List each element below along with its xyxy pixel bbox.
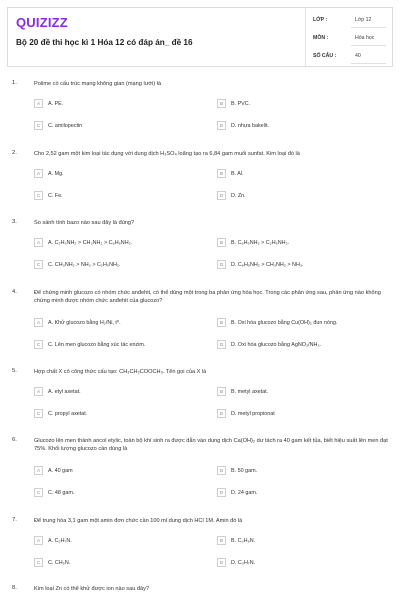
meta-label: LỚP : <box>313 17 328 23</box>
option-key-box: A <box>34 99 43 108</box>
option-label: C. Lên men glucozo bằng xúc tác enzim. <box>48 341 146 348</box>
answer-option-a[interactable] <box>34 238 194 247</box>
option-label: A. Mg. <box>48 170 64 177</box>
answer-option-d[interactable] <box>217 260 377 269</box>
option-label: D. C₃H₇N. <box>231 559 256 566</box>
answer-option-b[interactable] <box>217 318 377 327</box>
answer-option-a[interactable] <box>34 466 194 475</box>
option-label: C. CH₃NH₂ > NH₃ > C₂H₅NH₂. <box>48 261 121 268</box>
meta-subject <box>306 30 392 46</box>
option-key-box: C <box>34 488 43 497</box>
option-label: B. metyl axetat. <box>231 388 269 395</box>
option-label: C. CH₅N. <box>48 559 71 566</box>
meta-value: 40 <box>355 53 361 59</box>
question-text: Kim loại Zn có thể khử được ion nào sau đây? <box>34 586 150 592</box>
option-key-box: B <box>217 169 226 178</box>
answer-option-b[interactable] <box>217 99 377 108</box>
option-label: A. etyl axetat. <box>48 388 81 395</box>
question-text: Polime có cấu trúc mạng không gian (mạng lưới) là <box>34 81 162 87</box>
option-label: B. Oxi hóa glucozo bằng Cu(OH)₂ đun nóng. <box>231 319 338 326</box>
option-key-box: C <box>34 409 43 418</box>
option-label: D. Oxi hóa glucozo bằng AgNO₃/NH₃. <box>231 341 322 348</box>
option-key-box: C <box>34 340 43 349</box>
answer-option-c[interactable] <box>34 121 194 130</box>
divider <box>351 63 386 64</box>
option-key-box: A <box>34 466 43 475</box>
option-key-box: D <box>217 121 226 130</box>
option-label: B. PVC. <box>231 100 251 107</box>
question-number: 7. <box>12 517 17 523</box>
meta-value: Hóa học <box>355 35 375 41</box>
option-key-box: B <box>217 536 226 545</box>
question-text: Hợp chất X có công thức cấu tạo: CH₃CH₂COOCH₃. Tên gọi của X là <box>34 369 207 375</box>
option-label: C. 48 gam. <box>48 489 75 496</box>
answer-option-c[interactable] <box>34 191 194 200</box>
option-key-box: A <box>34 387 43 396</box>
divider <box>351 45 386 46</box>
meta-count <box>306 48 392 64</box>
header <box>7 7 393 67</box>
answer-option-a[interactable] <box>34 99 194 108</box>
option-label: D. 24 gam. <box>231 489 258 496</box>
meta-value: Lớp 12 <box>355 17 372 23</box>
answer-option-c[interactable] <box>34 488 194 497</box>
option-label: B. C₆H₅NH₂ > C₂H₅NH₂. <box>231 239 290 246</box>
option-label: A. C₂H₇N. <box>48 537 72 544</box>
option-key-box: D <box>217 409 226 418</box>
question-number: 5. <box>12 368 17 374</box>
question-text: Để chứng minh glucozo có nhóm chức anđehit, có thể dùng một trong ba phản ứng hóa học. Trong các phản ứng sau, phản ứng nào không chứng minh được nhóm chức anđehit của glucozo? <box>34 290 381 304</box>
question-number: 6. <box>12 437 17 443</box>
divider <box>351 27 386 28</box>
option-label: D. metyl propionat <box>231 410 275 417</box>
document-title: Bộ 20 đề thi học kì 1 Hóa 12 có đáp án_ đề 16 <box>16 38 193 47</box>
quizizz-logo: QUIZIZZ <box>16 15 68 30</box>
option-key-box: C <box>34 558 43 567</box>
answer-option-c[interactable] <box>34 260 194 269</box>
question-number: 3. <box>12 219 17 225</box>
answer-option-c[interactable] <box>34 409 194 418</box>
question-text: Cho 2,52 gam một kim loại tác dụng với dung dịch H₂SO₄ loãng tạo ra 6,84 gam muối sunfat. Kim loại đó là <box>34 151 300 157</box>
answer-option-a[interactable] <box>34 169 194 178</box>
option-label: C. amilopectin <box>48 122 83 129</box>
option-label: A. Khử glucozo bằng H₂/Ni, t⁰. <box>48 319 121 326</box>
option-label: D. C₆H₅NH₂ > CH₃NH₂ > NH₃. <box>231 261 304 268</box>
answer-option-b[interactable] <box>217 387 377 396</box>
answer-option-b[interactable] <box>217 169 377 178</box>
option-label: A. 40 gam <box>48 467 73 474</box>
question-number: 8. <box>12 585 17 591</box>
answer-option-d[interactable] <box>217 558 377 567</box>
option-key-box: B <box>217 99 226 108</box>
answer-option-b[interactable] <box>217 238 377 247</box>
option-key-box: A <box>34 169 43 178</box>
option-label: B. C₃H₉N. <box>231 537 256 544</box>
answer-option-b[interactable] <box>217 536 377 545</box>
option-key-box: B <box>217 318 226 327</box>
answer-option-a[interactable] <box>34 387 194 396</box>
option-label: B. 50 gam. <box>231 467 258 474</box>
option-key-box: C <box>34 191 43 200</box>
question-text: Để trung hòa 3,1 gam một amin đơn chức cần 100 ml dung dịch HCl 1M. Amin đó là <box>34 518 243 524</box>
answer-option-d[interactable] <box>217 488 377 497</box>
option-key-box: A <box>34 318 43 327</box>
question-number: 4. <box>12 289 17 295</box>
answer-option-d[interactable] <box>217 340 377 349</box>
answer-option-a[interactable] <box>34 536 194 545</box>
option-key-box: A <box>34 238 43 247</box>
answer-option-d[interactable] <box>217 191 377 200</box>
option-label: C. propyl axetat. <box>48 410 88 417</box>
option-key-box: D <box>217 488 226 497</box>
meta-grade <box>306 12 392 28</box>
option-label: B. Al. <box>231 170 244 177</box>
meta-label: SỐ CÂU : <box>313 53 337 59</box>
option-key-box: D <box>217 260 226 269</box>
option-label: A. PE. <box>48 100 64 107</box>
question-text: Glucozo lên men thành ancol etylic, toàn bộ khí sinh ra được dẫn vào dung dịch Ca(OH)₂ dư tách ra 40 gam kết tủa, biết hiệu suất lên men đạt 75%. Khối lượng glucozo cần dùng là <box>34 438 388 452</box>
meta-label: MÔN : <box>313 35 329 41</box>
answer-option-c[interactable] <box>34 340 194 349</box>
answer-option-d[interactable] <box>217 409 377 418</box>
answer-option-a[interactable] <box>34 318 194 327</box>
option-key-box: B <box>217 238 226 247</box>
option-key-box: D <box>217 340 226 349</box>
option-label: A. C₂H₅NH₂ > CH₃NH₂ > C₆H₅NH₂. <box>48 239 133 246</box>
option-key-box: A <box>34 536 43 545</box>
answer-option-b[interactable] <box>217 466 377 475</box>
option-label: D. Zn. <box>231 192 246 199</box>
option-key-box: D <box>217 558 226 567</box>
option-key-box: B <box>217 387 226 396</box>
option-label: D. nhựa bakelit. <box>231 122 270 129</box>
question-text: So sánh tính bazo nào sau đây là đúng? <box>34 220 135 226</box>
option-key-box: D <box>217 191 226 200</box>
question-number: 2. <box>12 150 17 156</box>
answer-option-c[interactable] <box>34 558 194 567</box>
answer-option-d[interactable] <box>217 121 377 130</box>
option-key-box: C <box>34 260 43 269</box>
meta-panel <box>305 8 392 66</box>
option-key-box: B <box>217 466 226 475</box>
option-key-box: C <box>34 121 43 130</box>
option-label: C. Fe. <box>48 192 63 199</box>
question-number: 1. <box>12 80 17 86</box>
